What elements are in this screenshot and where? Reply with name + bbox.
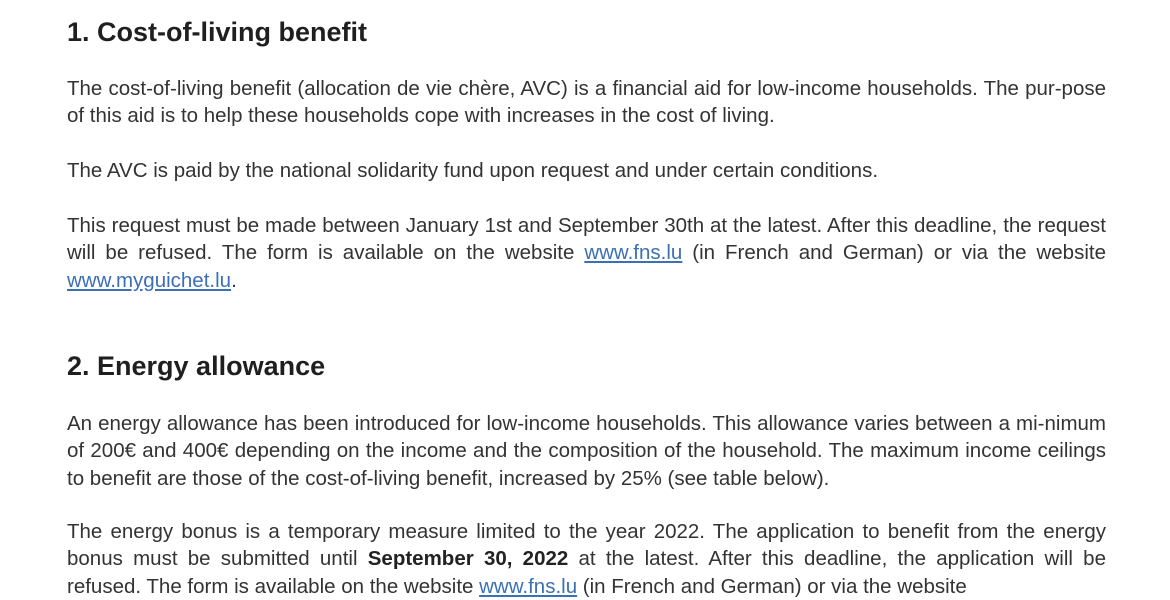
section-heading-energy-allowance: 2. Energy allowance (67, 351, 326, 381)
avc-request-text-middle: (in French and German) or via the website (682, 241, 1106, 265)
energy-bonus-text-middle: at the latest. After this deadline, the application will be refused. The form is available on the website (67, 547, 1106, 598)
section-heading-cost-of-living: 1. Cost-of-living benefit (67, 17, 367, 47)
energy-bonus-text: The energy bonus is a temporary measure limited to the year 2022. The application to benefit from the energy bonus must be submitted until (67, 520, 1106, 571)
fns-link[interactable]: www.fns.lu (584, 241, 683, 265)
avc-request-text: This request must be made between January 1st and September 30th at the latest. After this deadline, the request will be refused. The form is available on the website (67, 214, 1106, 265)
energy-bonus-text-end: (in French and German) or via the website (577, 574, 967, 598)
avc-request-text-end: . (231, 268, 237, 292)
cost-of-living-intro-paragraph: The cost-of-living benefit (allocation de vie chère, AVC) is a financial aid for low-income households. The pur-pose of this aid is to help these households cope with increases in the cost of living. (67, 77, 1106, 128)
avc-request-paragraph (67, 212, 1106, 294)
energy-bonus-application-paragraph (67, 518, 1106, 600)
avc-payment-paragraph: The AVC is paid by the national solidarity fund upon request and under certain conditions. (67, 159, 879, 182)
myguichet-link[interactable]: www.myguichet.lu (67, 268, 232, 292)
energy-allowance-intro-paragraph: An energy allowance has been introduced for low-income households. This allowance varies between a mi-nimum of 200€ and 400€ depending on the income and the composition of the household. The maximum income ceilings to benefit are those of the cost-of-living benefit, increased by 25% (see table below). (67, 412, 1106, 490)
energy-bonus-deadline: September 30, 2022 (367, 547, 569, 571)
fns-link-energy[interactable]: www.fns.lu (479, 574, 578, 598)
